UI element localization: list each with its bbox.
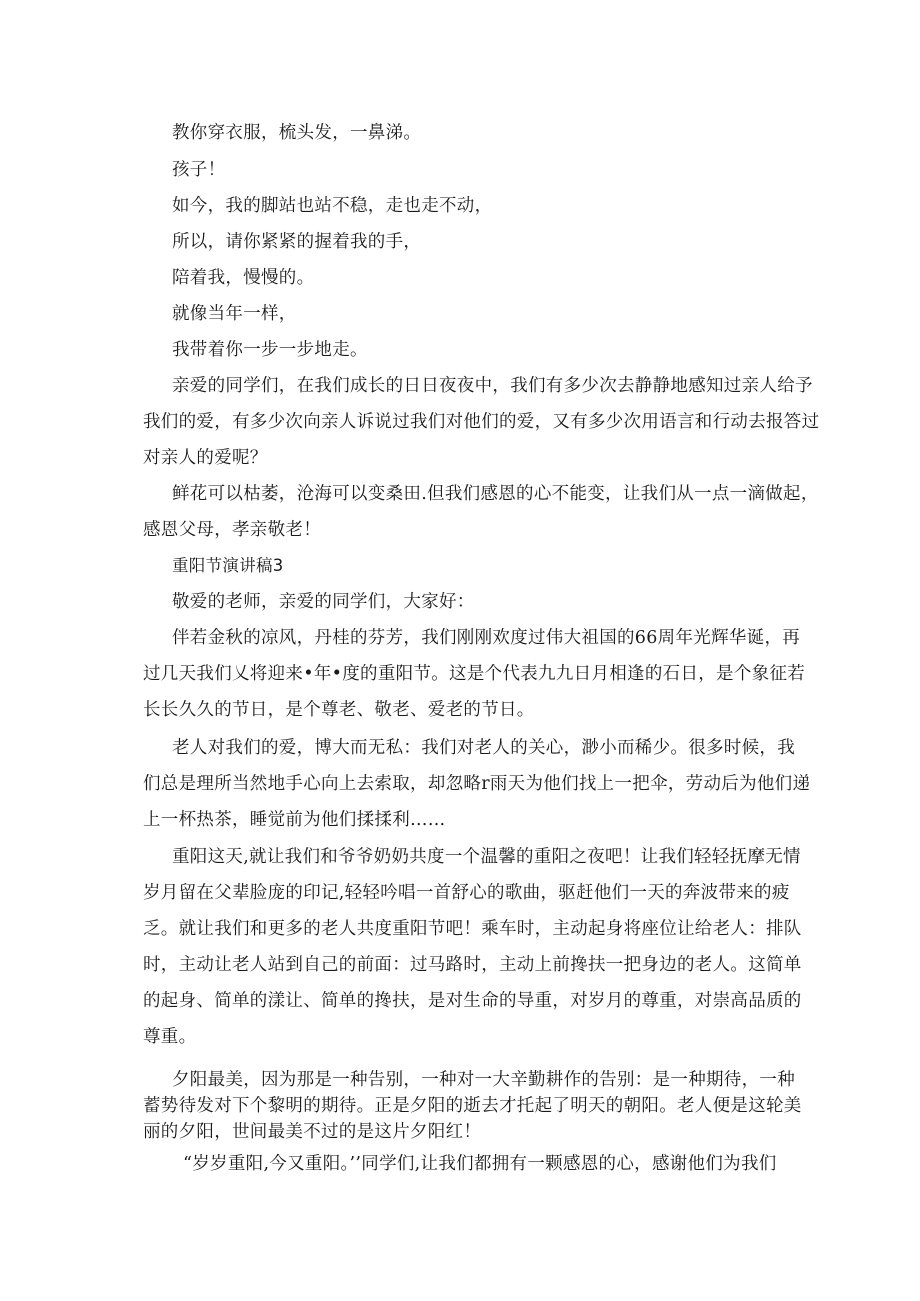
paragraph-line: 感恩父母，孝亲敬老！	[143, 520, 321, 540]
paragraph-line: 们总是理所当然地手心向上去索取，却忽略r雨天为他们找上一把伞，劳动后为他们递	[143, 774, 811, 794]
paragraph-line: 的起身、简单的漾让、简单的搀扶，是对生命的导重，对岁月的尊重，对崇高品质的	[143, 991, 802, 1011]
paragraph-line: 我们的爱，有多少次向亲人诉说过我们对他们的爱，又有多少次用语言和行动去报答过	[143, 412, 820, 432]
paragraph-line: 鲜花可以枯萎，沧海可以变桑田.但我们感恩的心不能变，让我们从一点一滴做起，	[172, 484, 819, 504]
poem-line: 孩子！	[172, 160, 226, 180]
section-title: 重阳节演讲稿3	[172, 556, 284, 575]
poem-line: 就像当年一样，	[172, 304, 297, 324]
paragraph-line: 蓄势待发对下个黎明的期待。正是夕阳的逝去才托起了明天的朝阳。老人便是这轮美	[143, 1096, 802, 1116]
paragraph-line: 重阳这天,就让我们和爷爷奶奶共度一个温馨的重阳之夜吧！让我们轻轻抚摩无情	[172, 847, 801, 867]
paragraph-line: 亲爱的同学们，在我们成长的日日夜夜中，我们有多少次去静静地感知过亲人给予	[172, 376, 813, 396]
poem-line: 陪着我，慢慢的。	[172, 268, 315, 288]
paragraph-line: 上一杯热茶，睡觉前为他们揉揉利……	[143, 810, 446, 830]
paragraph-line: 时，主动让老人站到自己的前面：过马路时，主动上前搀扶一把身边的老人。这简单	[143, 955, 802, 975]
paragraph-line: 丽的夕阳，世间最美不过的是这片夕阳红！	[143, 1122, 482, 1142]
paragraph-line: 岁月留在父辈脸庞的印记,轻轻吟唱一首舒心的歌曲，驱赶他们一天的奔波带来的疲	[143, 883, 790, 903]
poem-line: 教你穿衣服，梳头发，一鼻涕。	[172, 123, 422, 143]
paragraph-line: 长长久久的节日，是个尊老、敬老、爱老的节日。	[143, 700, 535, 720]
paragraph-line: 尊重。	[143, 1027, 197, 1047]
greeting: 敬爱的老师，亲爱的同学们，大家好：	[172, 592, 475, 612]
paragraph-line: 伴若金秋的凉风，丹桂的芬芳，我们刚刚欢度过伟大祖国的66周年光辉华诞，再	[172, 628, 801, 648]
paragraph-line: 老人对我们的爱，博大而无私：我们对老人的关心，渺小而稀少。很多时候，我	[172, 738, 795, 758]
poem-line: 所以，请你紧紧的握着我的手，	[172, 232, 422, 252]
poem-line: 如今，我的脚站也站不稳，走也走不动，	[172, 196, 493, 216]
paragraph-line: 乏。就让我们和更多的老人共度重阳节吧！乘车时，主动起身将座位让给老人：排队	[143, 919, 802, 939]
poem-line: 我带着你一步一步地走。	[172, 340, 368, 360]
paragraph-line: 过几天我们乂将迎来•年•度的重阳节。这是个代表九九日月相逢的石日，是个象征若	[143, 664, 806, 684]
paragraph-line: 夕阳最美，因为那是一种告别，一种对一大辛勤耕作的告别：是一种期待，一种	[172, 1070, 795, 1090]
paragraph-line: 对亲人的爱呢？	[143, 448, 268, 468]
paragraph-line: “岁岁重阳,今又重阳。’’同学们,让我们都拥有一颗感恩的心，感谢他们为我们	[183, 1154, 777, 1174]
